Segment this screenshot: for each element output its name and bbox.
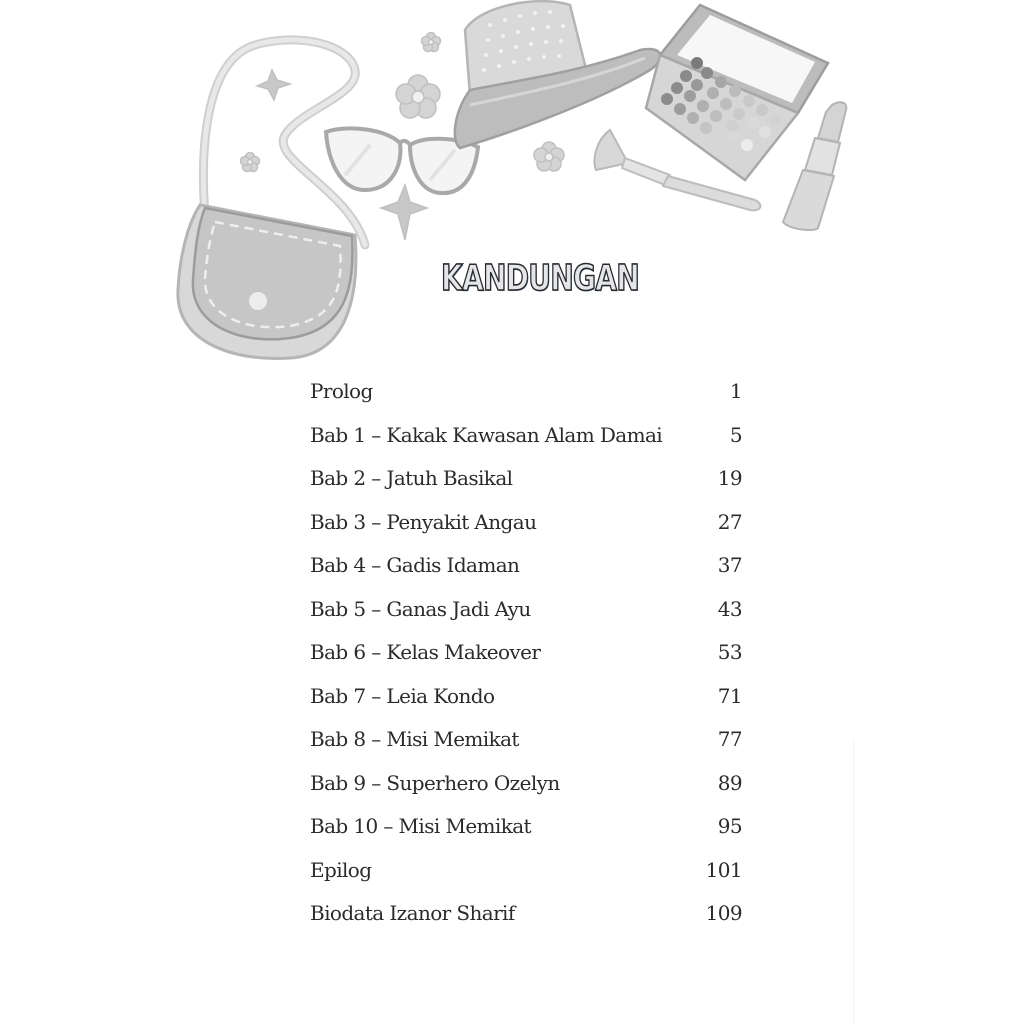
toc-entry-page-number: 101 (705, 857, 742, 882)
toc-entry-label: Biodata Izanor Sharif (310, 901, 515, 925)
toc-entry-bab-4[interactable] (310, 544, 742, 588)
page-title: KANDUNGAN (441, 258, 639, 299)
toc-entry-page-number: 5 (729, 422, 742, 447)
toc-entry-page-number: 71 (717, 683, 742, 708)
toc-entry-page-number: 43 (717, 596, 742, 621)
toc-entry-label: Bab 10 – Misi Memikat (310, 814, 531, 838)
fashion-accessories-illustration (170, 0, 860, 370)
toc-entry-prolog[interactable] (310, 370, 742, 414)
toc-entry-label: Bab 1 – Kakak Kawasan Alam Damai (310, 422, 663, 447)
toc-entry-epilog[interactable] (310, 849, 742, 893)
bucket-hat-icon (455, 1, 660, 148)
toc-entry-label: Bab 9 – Superhero Ozelyn (310, 770, 560, 795)
toc-entry-bab-3[interactable] (310, 501, 742, 545)
page-edge-divider (853, 740, 854, 1024)
toc-entry-page-number: 53 (717, 640, 742, 664)
toc-entry-label: Bab 2 – Jatuh Basikal (310, 466, 513, 490)
toc-entry-biodata[interactable] (310, 892, 742, 936)
toc-entry-bab-6[interactable] (310, 631, 742, 675)
toc-entry-page-number: 19 (717, 466, 742, 490)
toc-entry-label: Epilog (310, 857, 372, 882)
toc-entry-label: Prolog (310, 379, 373, 403)
toc-entry-bab-8[interactable] (310, 718, 742, 762)
toc-entry-bab-10[interactable] (310, 805, 742, 849)
toc-entry-page-number: 109 (705, 901, 742, 925)
toc-entry-bab-2[interactable] (310, 457, 742, 501)
toc-entry-label: Bab 6 – Kelas Makeover (310, 640, 541, 664)
toc-entry-page-number: 27 (717, 509, 742, 534)
eyeshadow-palette-icon (646, 5, 828, 180)
table-of-contents (310, 370, 742, 936)
toc-entry-label: Bab 5 – Ganas Jadi Ayu (310, 596, 531, 621)
toc-entry-bab-7[interactable] (310, 675, 742, 719)
toc-entry-label: Bab 8 – Misi Memikat (310, 727, 519, 751)
toc-entry-bab-5[interactable] (310, 588, 742, 632)
toc-entry-label: Bab 4 – Gadis Idaman (310, 553, 520, 577)
toc-entry-label: Bab 7 – Leia Kondo (310, 683, 495, 708)
toc-entry-page-number: 95 (717, 814, 742, 838)
toc-entry-bab-9[interactable] (310, 762, 742, 806)
toc-entry-page-number: 1 (729, 379, 742, 403)
toc-entry-page-number: 77 (717, 727, 742, 751)
toc-entry-page-number: 37 (717, 553, 742, 577)
toc-entry-bab-1[interactable] (310, 414, 742, 458)
toc-entry-label: Bab 3 – Penyakit Angau (310, 509, 537, 534)
toc-entry-page-number: 89 (717, 770, 742, 795)
